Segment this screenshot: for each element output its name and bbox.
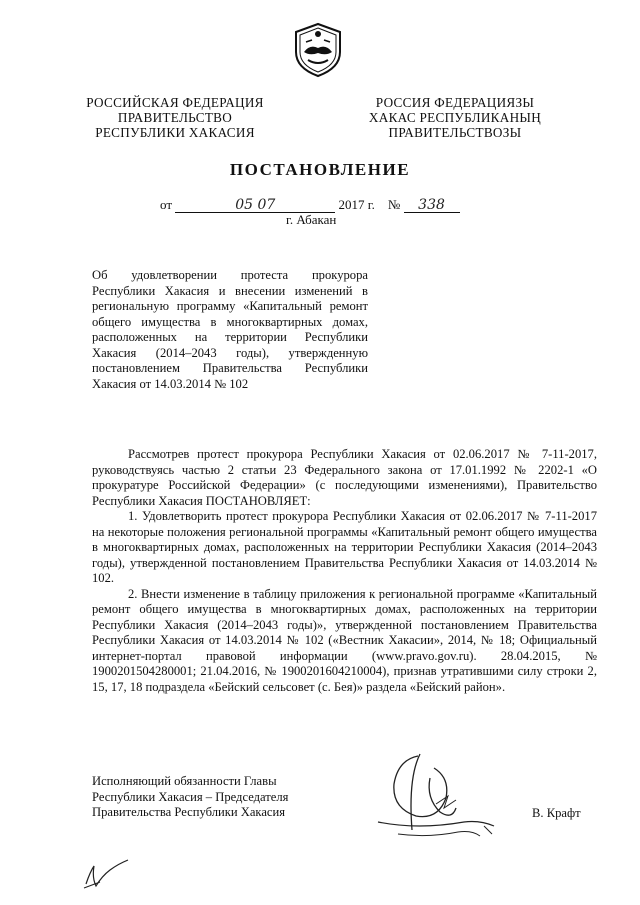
number-prefix: №: [387, 197, 401, 212]
signatory-title-line-3: Правительства Республики Хакасия: [92, 805, 286, 819]
subject-block: Об удовлетворении протеста прокурора Республики Хакасия и внесении изменений в региональную программу «Капитальный ремонт общего имущества в многоквартирных домах, расположенных на территории Республики Хакасия (2014–2043 годы), утвержденную постановлением Правительства Республики Хакасия от 14.03.2014 № 102: [92, 268, 368, 391]
body-intro: Рассмотрев протест прокурора Республики Хакасия от 02.06.2017 № 7-11-2017, руководствуясь частью 2 статьи 23 Федерального закона от 17.01.1992 № 2202-1 «О прокуратуре Российской Федерации» (с последующими изменениями), Правительство Республики Хакасия ПОСТАНОВЛЯЕТ:: [92, 447, 597, 508]
header-right: [350, 95, 560, 140]
document-title: ПОСТАНОВЛЕНИЕ: [229, 160, 411, 179]
header-left-line-2: ПРАВИТЕЛЬСТВО: [117, 110, 233, 125]
handwritten-signature: [368, 738, 518, 848]
signatory-name: В. Крафт: [532, 806, 581, 820]
body-item-2: 2. Внести изменение в таблицу приложения к региональной программе «Капитальный ремонт общего имущества в многоквартирных домах, расположенных на территории Республики Хакасия (2014–2043 годы)», утвержденной постановлением Правительства Республики Хакасия от 14.03.2014 № 102 («Вестник Хакасии», 2014, № 18; Официальный интернет-портал правовой информации (www.pravo.gov.ru). 28.04.2015, № 1900201504280001; 21.04.2016, № 1900201604210004), признав утратившими силу строки 2, 15, 17, 18 подраздела «Бейский сельсовет (с. Бея)» раздела «Бейский район».: [92, 586, 597, 694]
signatory-title: [92, 774, 288, 821]
header-right-line-1: РОССИЯ ФЕДЕРАЦИЯЗЫ: [375, 95, 535, 110]
header-left-line-3: РЕСПУБЛИКИ ХАКАСИЯ: [95, 125, 255, 140]
coat-of-arms-emblem: [292, 22, 344, 78]
signatory-title-line-1: Исполняющий обязанности Главы: [92, 774, 277, 788]
body-item-1: 1. Удовлетворить протест прокурора Республики Хакасия от 02.06.2017 № 7-11-2017 на некоторые положения региональной программы «Капитальный ремонт общего имущества в многоквартирных домах, расположенных на территории Республики Хакасия (2014–2043 годы), утвержденной постановлением Правительства Республики Хакасия от 14.03.2014 № 102.: [92, 509, 597, 585]
header-right-line-2: ХАКАС РЕСПУБЛИКАНЫҢ: [368, 110, 542, 125]
header-right-line-3: ПРАВИТЕЛЬСТВОЗЫ: [388, 125, 522, 140]
handwritten-initials: [82, 856, 132, 892]
header-left: [70, 95, 280, 140]
date-handwritten: 05 07: [175, 198, 335, 213]
number-handwritten: 338: [404, 198, 460, 213]
date-line: [160, 197, 460, 213]
document-body: [92, 447, 597, 695]
date-prefix: от: [160, 197, 173, 212]
header-left-line-1: РОССИЙСКАЯ ФЕДЕРАЦИЯ: [86, 95, 264, 110]
city: г. Абакан: [286, 212, 337, 227]
signatory-title-line-2: Республики Хакасия – Председателя: [92, 789, 289, 804]
date-year: 2017 г.: [338, 197, 375, 212]
